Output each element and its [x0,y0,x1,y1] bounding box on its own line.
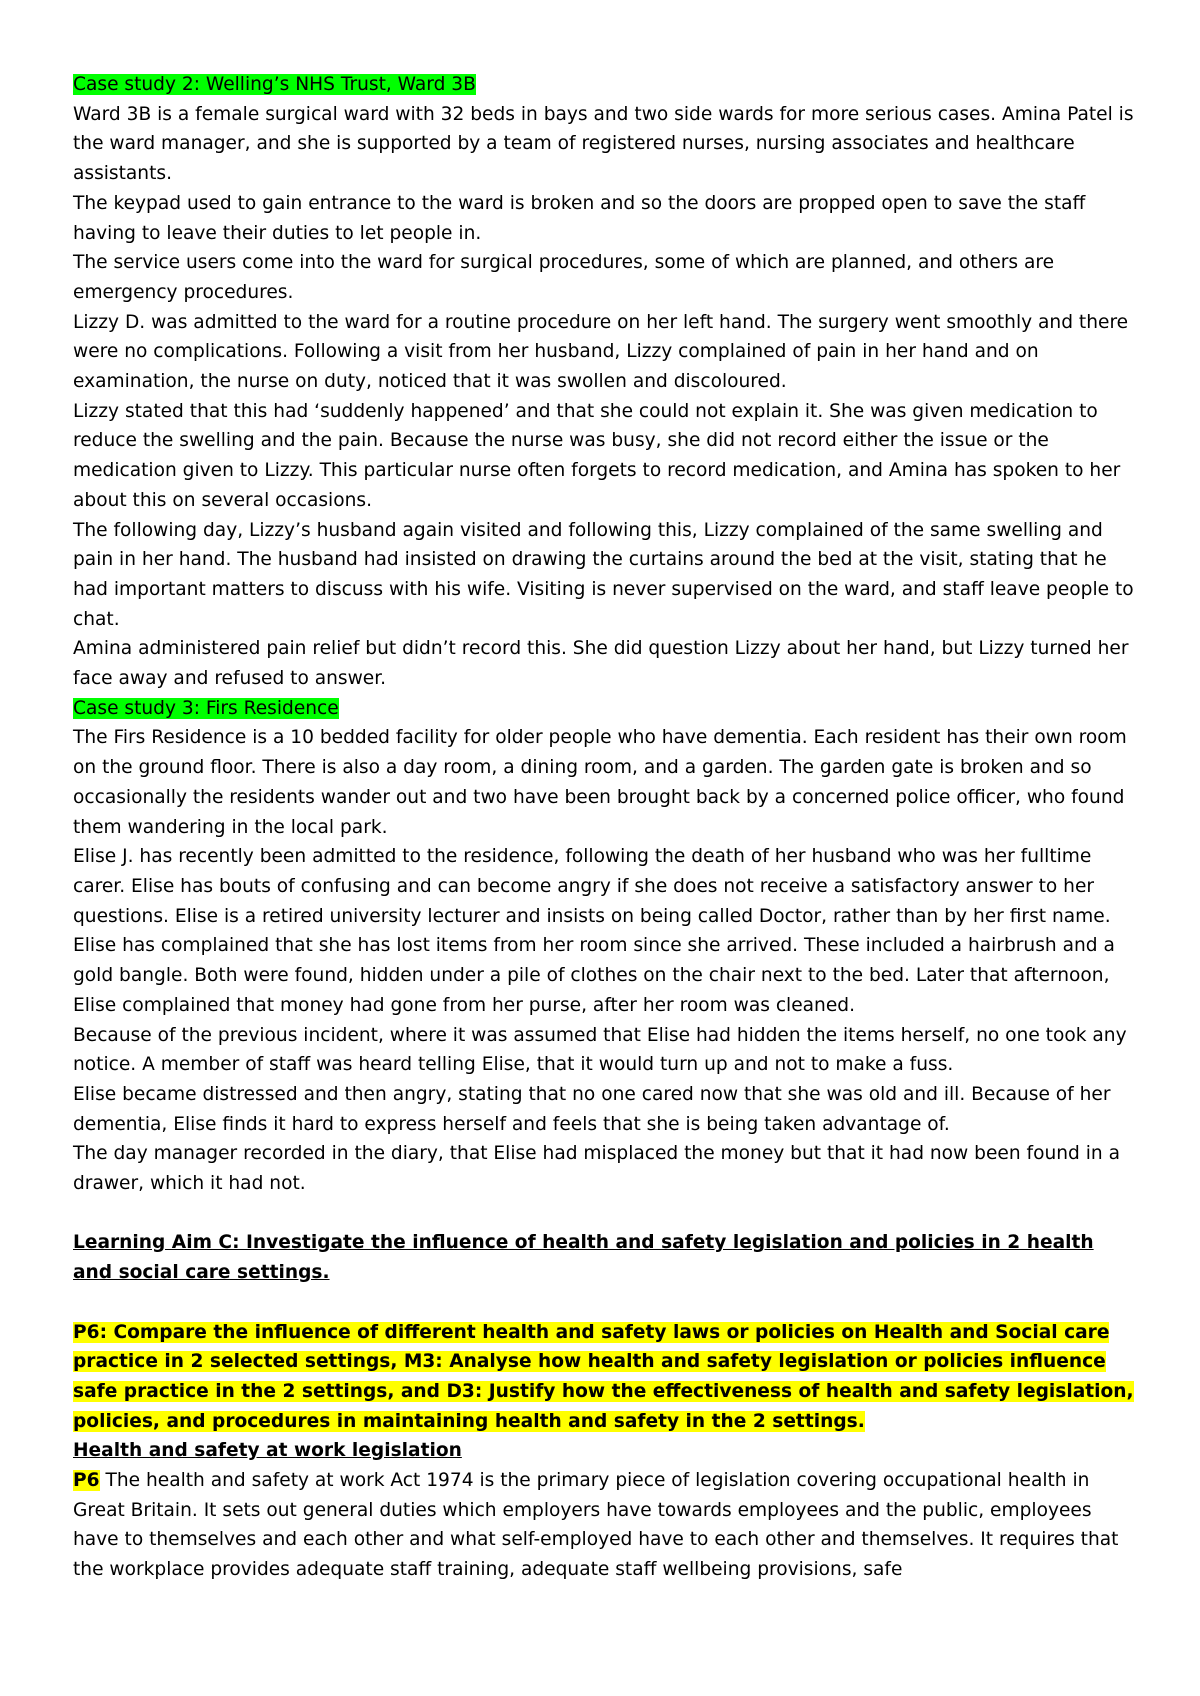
p6-text: The health and safety at work Act 1974 is the primary piece of legislation covering occupational health in Great Britain. It sets out general duties which employers have towards employees and the public, employees have to themselves and each other and what self-employed have to each other and themselves. It requires that the workplace provides adequate staff training, adequate staff wellbeing provisions, safe [73,1470,1119,1581]
assessment-criteria: P6: Compare the influence of different health and safety laws or policies on Health and Social care practice in 2 selected settings, M3: Analyse how health and safety legislation or policies influence safe practice in the 2 settings, and D3: Justify how the effectiveness of health and safety legislation, policies, and procedures in maintaining health and safety in the 2 settings. [73,1321,1134,1432]
case-study-2-paragraph: The following day, Lizzy’s husband again visited and following this, Lizzy complained of the same swelling and pain in her hand. The husband had insisted on drawing the curtains around the bed at the visit, stating that he had important matters to discuss with his wife. Visiting is never supervised on the ward, and staff leave people to chat. [73,519,1134,630]
case-study-3-heading: Case study 3: Firs Residence [73,697,339,719]
case-study-2-heading: Case study 2: Welling’s NHS Trust, Ward 3B [73,74,476,95]
case-study-2-paragraph: Lizzy stated that this had ‘suddenly happened’ and that she could not explain it. She was given medication to reduce the swelling and the pain. Because the nurse was busy, she did not record either the issue or the medication given to Lizzy. This particular nurse often forgets to record medication, and Amina has spoken to her about this on several occasions. [73,400,1121,511]
case-study-3-paragraph: Because of the previous incident, where it was assumed that Elise had hidden the items herself, no one took any notice. A member of staff was heard telling Elise, that it would turn up and not to make a fuss. [73,1024,1127,1076]
case-study-3-paragraph: Elise became distressed and then angry, stating that no one cared now that she was old and ill. Because of her dementia, Elise finds it hard to express herself and feels that she is being taken advantage of. [73,1083,1111,1135]
p6-label: P6 [73,1470,100,1492]
case-study-3-paragraph: The Firs Residence is a 10 bedded facility for older people who have dementia. Each resident has their own room on the ground floor. There is also a day room, a dining room, and a garden. The garden gate is broken and so occasionally the residents wander out and two have been brought back by a concerned police officer, who found them wandering in the local park. [73,727,1127,838]
case-study-2-paragraph: The service users come into the ward for surgical procedures, some of which are planned, and others are emergency procedures. [73,252,1055,303]
p6-paragraph [73,1466,1138,1585]
case-study-3-paragraph: Elise J. has recently been admitted to the residence, following the death of her husband who was her fulltime carer. Elise has bouts of confusing and can become angry if she does not receive a satisfactory answer to her questions. Elise is a retired university lecturer and insists on being called Doctor, rather than by her first name. [73,846,1111,927]
spacer [73,1288,1138,1318]
document-page [73,70,1138,1585]
case-study-2-paragraph: The keypad used to gain entrance to the ward is broken and so the doors are propped open to save the staff having to leave their duties to let people in. [73,192,1086,244]
learning-aim-heading: Learning Aim C: Investigate the influence of health and safety legislation and policies in 2 health and social care settings. [73,1232,1094,1284]
case-study-2-paragraph: Lizzy D. was admitted to the ward for a routine procedure on her left hand. The surgery went smoothly and there were no complications. Following a visit from her husband, Lizzy complained of pain in her hand and on examination, the nurse on duty, noticed that it was swollen and discoloured. [73,311,1129,393]
case-study-2-paragraph: Ward 3B is a female surgical ward with 32 beds in bays and two side wards for more serious cases. Amina Patel is the ward manager, and she is supported by a team of registered nurses, nursing associates and healthcare assistants. [73,103,1134,185]
case-study-2-paragraph: Amina administered pain relief but didn’t record this. She did question Lizzy about her hand, but Lizzy turned her face away and refused to answer. [73,638,1129,690]
spacer [73,1199,1138,1229]
case-study-3-paragraph: Elise has complained that she has lost items from her room since she arrived. These included a hairbrush and a gold bangle. Both were found, hidden under a pile of clothes on the chair next to the bed. Later that afternoon, Elise complained that money had gone from her purse, after her room was cleaned. [73,935,1115,1016]
section-heading: Health and safety at work legislation [73,1440,462,1462]
case-study-3-paragraph: The day manager recorded in the diary, that Elise had misplaced the money but that it had now been found in a drawer, which it had not. [73,1143,1121,1195]
